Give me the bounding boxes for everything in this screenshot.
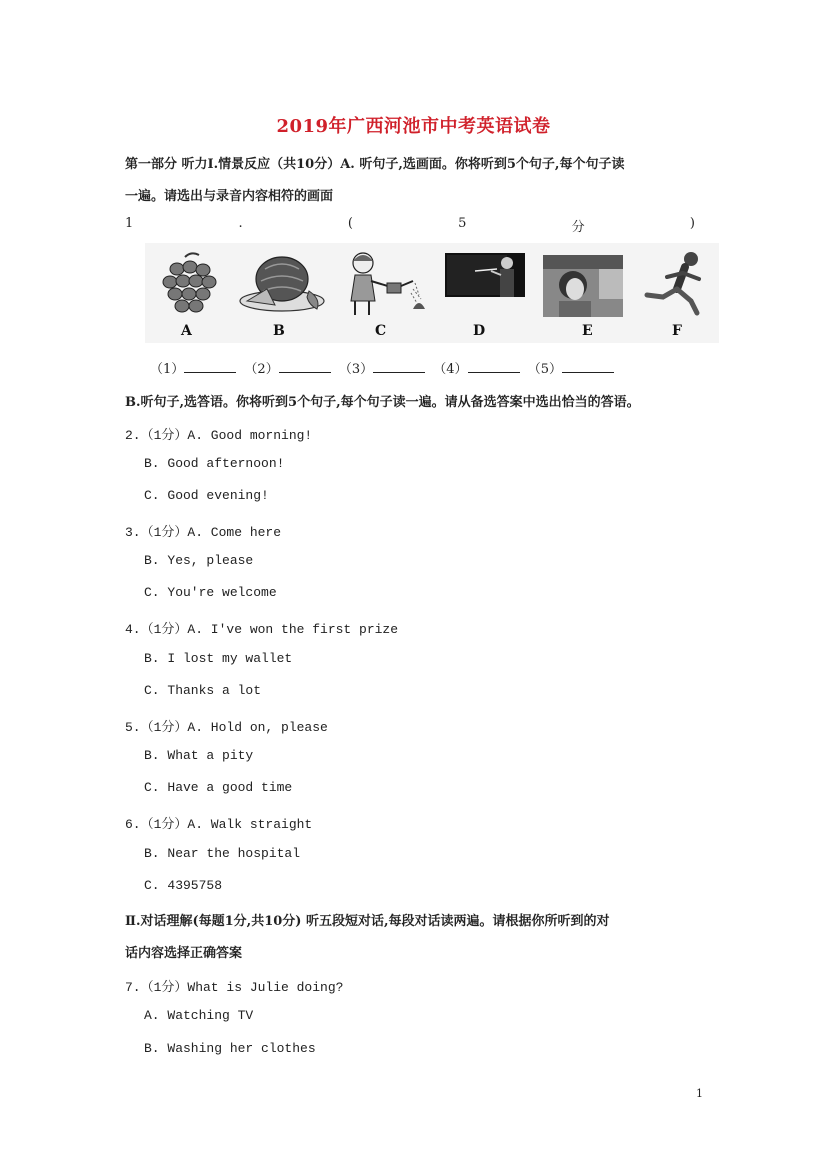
blank-label-5: （5） <box>527 362 562 377</box>
answer-blank-3[interactable] <box>373 360 425 373</box>
q1-dot: . <box>238 216 243 231</box>
option-c: C. Have a good time <box>144 780 293 795</box>
blank-label-3: （3） <box>338 362 374 377</box>
picture-letter-d: D <box>473 323 486 339</box>
question-stem: 4.（1分）A. I've won the first prize <box>125 622 399 637</box>
option-b: B. Good afternoon! <box>144 456 285 471</box>
watermelon-icon <box>237 249 327 319</box>
q1-score: 5 <box>458 216 467 231</box>
question-stem: 7.（1分）What is Julie doing? <box>125 980 344 995</box>
girl-watering-icon <box>341 249 431 319</box>
picture-strip <box>145 243 719 343</box>
question-stem: 6.（1分）A. Walk straight <box>125 817 313 832</box>
option-b: B. I lost my wallet <box>144 651 293 666</box>
option-c: C. 4395758 <box>144 878 223 893</box>
picture-letter-b: B <box>273 323 285 339</box>
answer-blank-2[interactable] <box>279 360 331 373</box>
question-stem: 3.（1分）A. Come here <box>125 525 282 540</box>
grapes-icon <box>155 249 225 319</box>
option-c: C. Good evening! <box>144 488 269 503</box>
question-stem: 2.（1分）A. Good morning! <box>125 428 313 443</box>
blank-label-1: （1） <box>150 362 185 377</box>
option-a: A. Watching TV <box>144 1008 254 1023</box>
section1-heading-line1: 第一部分 听力Ⅰ.情景反应（共10分）A. 听句子,选画面。你将听到5个句子,每个句子读 <box>125 157 625 172</box>
section1-heading-line2: 一遍。请选出与录音内容相符的画面 <box>125 189 334 204</box>
picture-letter-c: C <box>375 323 387 339</box>
blank-label-4: （4） <box>433 362 468 377</box>
q1-score-line <box>125 216 695 235</box>
answer-blank-5[interactable] <box>562 360 614 373</box>
picture-letter-f: F <box>672 323 682 339</box>
q1-lparen: ( <box>347 216 353 231</box>
running-boy-icon <box>639 249 713 319</box>
q1-score-unit: 分 <box>571 220 585 235</box>
option-b: B. Yes, please <box>144 553 254 568</box>
option-c: C. Thanks a lot <box>144 683 262 698</box>
q1-answer-blanks <box>150 358 618 377</box>
answer-blank-4[interactable] <box>468 360 520 373</box>
option-b: B. Washing her clothes <box>144 1041 316 1056</box>
question-stem: 5.（1分）A. Hold on, please <box>125 720 328 735</box>
picture-letter-e: E <box>582 323 593 339</box>
page-number: 1 <box>696 1087 703 1100</box>
section-b-heading: B.听句子,选答语。你将听到5个句子,每个句子读一遍。请从备选答案中选出恰当的答语。 <box>125 395 640 410</box>
blank-label-2: （2） <box>244 362 279 377</box>
page-title: 2019年广西河池市中考英语试卷 <box>276 116 551 137</box>
option-c: C. You're welcome <box>144 585 277 600</box>
section2-heading-line1: Ⅱ.对话理解(每题1分,共10分) 听五段短对话,每段对话读两遍。请根据你所听到的对 <box>125 914 610 929</box>
option-b: B. Near the hospital <box>144 846 301 861</box>
picture-letter-a: A <box>181 323 192 339</box>
q1-rparen: ) <box>689 216 695 231</box>
blackboard-teacher-icon <box>445 249 525 309</box>
girl-photo-icon <box>543 249 623 317</box>
q1-number: 1 <box>125 216 134 231</box>
section2-heading-line2: 话内容选择正确答案 <box>125 946 243 961</box>
option-b: B. What a pity <box>144 748 254 763</box>
answer-blank-1[interactable] <box>184 360 236 373</box>
